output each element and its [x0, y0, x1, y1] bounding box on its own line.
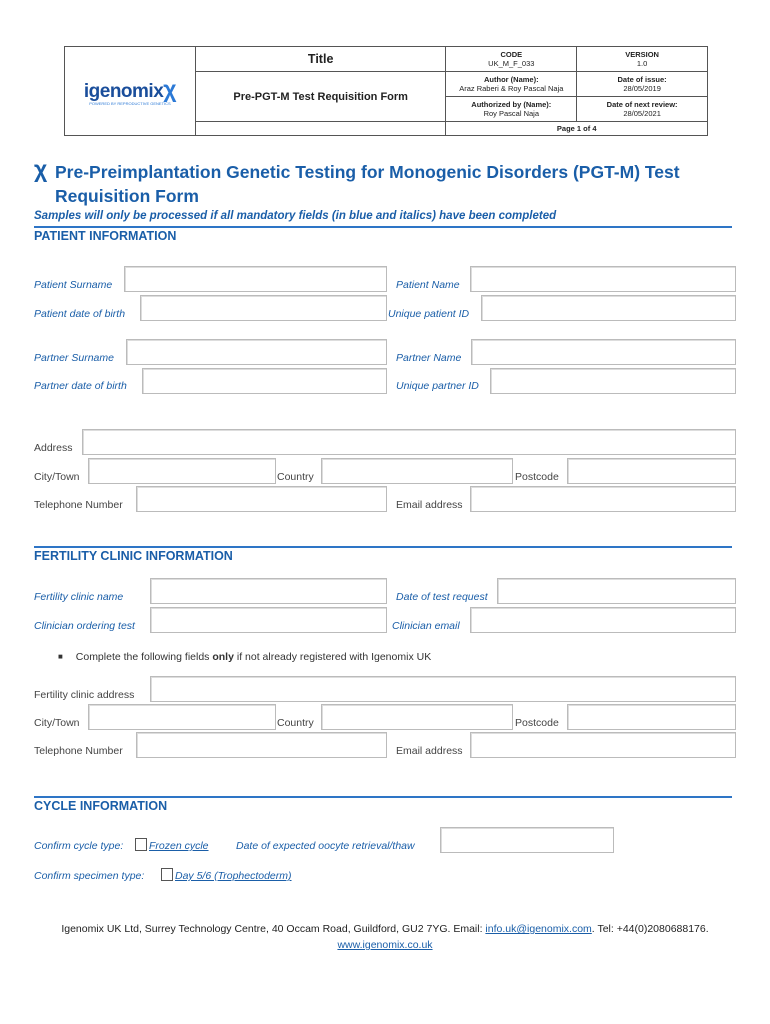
partner-surname-label: Partner Surname: [34, 352, 114, 364]
date-request-label: Date of test request: [396, 591, 488, 603]
chi-icon: χ: [34, 156, 48, 182]
patient-surname-field[interactable]: [124, 266, 387, 292]
address-label: Address: [34, 442, 73, 454]
title-label: Title: [195, 47, 446, 72]
clinic-address-field[interactable]: [150, 676, 736, 702]
document-title: χ Pre-Preimplantation Genetic Testing for Monogenic Disorders (PGT-M) Test Requisition Form: [34, 156, 680, 206]
day56-option[interactable]: Day 5/6 (Trophectoderm): [161, 868, 292, 882]
clinic-telephone-label: Telephone Number: [34, 745, 123, 757]
mandatory-notice: Samples will only be processed if all mandatory fields (in blue and italics) have been completed: [34, 210, 557, 222]
email-label: Email address: [396, 499, 463, 511]
telephone-field[interactable]: [136, 486, 387, 512]
partner-name-field[interactable]: [471, 339, 736, 365]
clinician-email-field[interactable]: [470, 607, 736, 633]
telephone-label: Telephone Number: [34, 499, 123, 511]
clinician-email-label: Clinician email: [392, 620, 460, 632]
clinic-telephone-field[interactable]: [136, 732, 387, 758]
clinic-email-label: Email address: [396, 745, 463, 757]
clinician-field[interactable]: [150, 607, 387, 633]
bullet-icon: ■: [58, 652, 63, 661]
clinic-country-field[interactable]: [321, 704, 513, 730]
header-table: [64, 46, 708, 136]
form-title: Pre-PGT-M Test Requisition Form: [195, 72, 446, 122]
author-cell: Author (Name): Araz Raberi & Roy Pascal Naja: [446, 72, 577, 97]
country-field[interactable]: [321, 458, 513, 484]
frozen-cycle-option[interactable]: Frozen cycle: [135, 838, 209, 852]
patient-surname-label: Patient Surname: [34, 279, 113, 291]
partner-uid-label: Unique partner ID: [396, 380, 479, 392]
patient-uid-label: Unique patient ID: [388, 308, 470, 320]
date-request-field[interactable]: [497, 578, 736, 604]
oocyte-date-field[interactable]: [440, 827, 614, 853]
patient-name-field[interactable]: [470, 266, 736, 292]
patient-uid-field[interactable]: [481, 295, 736, 321]
city-label: City/Town: [34, 471, 80, 483]
patient-dob-field[interactable]: [140, 295, 387, 321]
section-divider: [34, 546, 732, 548]
clinic-name-field[interactable]: [150, 578, 387, 604]
clinic-name-label: Fertility clinic name: [34, 591, 124, 603]
frozen-cycle-checkbox[interactable]: [135, 838, 147, 851]
address-field[interactable]: [82, 429, 736, 455]
clinic-postcode-label: Postcode: [515, 717, 559, 729]
partner-uid-field[interactable]: [490, 368, 736, 394]
day56-checkbox[interactable]: [161, 868, 173, 881]
clinic-city-label: City/Town: [34, 717, 80, 729]
patient-section-heading: PATIENT INFORMATION: [34, 229, 177, 243]
patient-name-label: Patient Name: [396, 279, 460, 291]
cycle-section-heading: CYCLE INFORMATION: [34, 799, 168, 813]
specimen-type-label: Confirm specimen type:: [34, 870, 145, 882]
cycle-type-label: Confirm cycle type:: [34, 840, 124, 852]
patient-dob-label: Patient date of birth: [34, 308, 126, 320]
review-date-cell: Date of next review: 28/05/2021: [577, 97, 708, 122]
version-cell: VERSION 1.0: [577, 47, 708, 72]
authorized-cell: Authorized by (Name): Roy Pascal Naja: [446, 97, 577, 122]
city-field[interactable]: [88, 458, 276, 484]
code-cell: CODE UK_M_F_033: [446, 47, 577, 72]
clinic-postcode-field[interactable]: [567, 704, 736, 730]
partner-surname-field[interactable]: [126, 339, 387, 365]
country-label: Country: [277, 471, 314, 483]
partner-dob-label: Partner date of birth: [34, 380, 127, 392]
clinic-city-field[interactable]: [88, 704, 276, 730]
clinic-section-heading: FERTILITY CLINIC INFORMATION: [34, 549, 233, 563]
email-field[interactable]: [470, 486, 736, 512]
bullet-note: ■ Complete the following fields only if not already registered with Igenomix UK: [58, 651, 432, 663]
footer-website-link[interactable]: www.igenomix.co.uk: [337, 939, 433, 951]
section-divider: [34, 796, 732, 798]
clinic-email-field[interactable]: [470, 732, 736, 758]
footer-website: [20, 939, 750, 951]
clinic-address-label: Fertility clinic address: [34, 689, 135, 701]
oocyte-date-label: Date of expected oocyte retrieval/thaw: [236, 840, 415, 852]
logo: igenomixχ POWERED BY REPRODUCTIVE GENETICS: [65, 47, 196, 136]
page-number: Page 1 of 4: [446, 122, 708, 136]
postcode-label: Postcode: [515, 471, 559, 483]
postcode-field[interactable]: [567, 458, 736, 484]
section-divider: [34, 226, 732, 228]
clinic-country-label: Country: [277, 717, 314, 729]
partner-dob-field[interactable]: [142, 368, 387, 394]
footer-email-link[interactable]: info.uk@igenomix.com: [485, 923, 592, 935]
footer-address: Igenomix UK Ltd, Surrey Technology Centre, 40 Occam Road, Guildford, GU2 7YG. Email: info.uk@igenomix.com. Tel: +44(0)2080688176.: [61, 923, 709, 935]
clinician-label: Clinician ordering test: [34, 620, 135, 632]
chi-logo-icon: χ: [163, 76, 177, 102]
issue-date-cell: Date of issue: 28/05/2019: [577, 72, 708, 97]
partner-name-label: Partner Name: [396, 352, 462, 364]
